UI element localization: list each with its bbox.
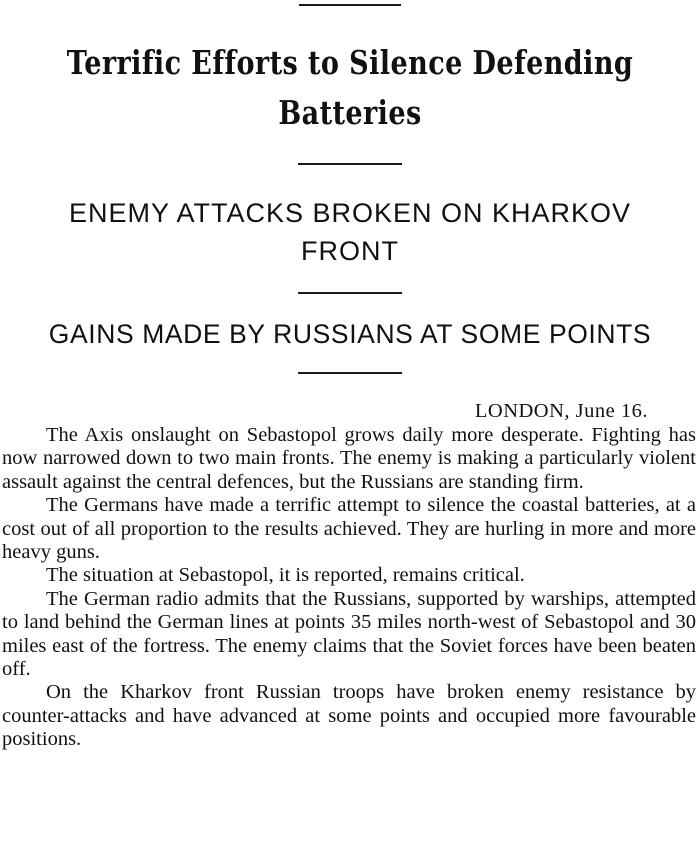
dateline: LONDON, June 16. bbox=[474, 400, 648, 422]
subheadline-line-1: ENEMY ATTACKS BROKEN ON KHARKOV bbox=[68, 198, 632, 228]
paragraph-4: The German radio admits that the Russians, supported by warships, attempted to land behind the German lines at points 35 miles north-west of Sebastopol and 30 miles east of the fortress. The enemy claims that the Soviet forces have been beaten off. bbox=[2, 587, 696, 681]
paragraph-5: On the Kharkov front Russian troops have broken enemy resistance by counter-attacks and have advanced at some points and occupied more favourable positions. bbox=[2, 681, 696, 751]
subheadline-line-2: FRONT bbox=[301, 236, 399, 266]
rule-under-headline bbox=[298, 163, 402, 165]
paragraph-1: The Axis onslaught on Sebastopol grows daily more desperate. Fighting has now narrowed down to two main fronts. The enemy is making a particularly violent assault against the central defences, but the Russians are standing firm. bbox=[2, 424, 696, 493]
headline-line-2: Batteries bbox=[278, 93, 422, 132]
subheadline bbox=[0, 194, 700, 270]
top-rule bbox=[299, 4, 401, 6]
rule-under-deck bbox=[298, 372, 402, 374]
article-body bbox=[2, 424, 696, 752]
rule-under-subheadline bbox=[298, 292, 402, 294]
paragraph-2: The Germans have made a terrific attempt to silence the coastal batteries, at a cost out of all proportion to the results achieved. They are hurling in more and more heavy guns. bbox=[2, 494, 696, 564]
deck: GAINS MADE BY RUSSIANS AT SOME POINTS bbox=[48, 319, 652, 349]
headline bbox=[63, 38, 637, 138]
paragraph-3: The situation at Sebastopol, it is reported, remains critical. bbox=[46, 564, 525, 587]
headline-line-1: Terrific Efforts to Silence Defending bbox=[66, 43, 634, 82]
